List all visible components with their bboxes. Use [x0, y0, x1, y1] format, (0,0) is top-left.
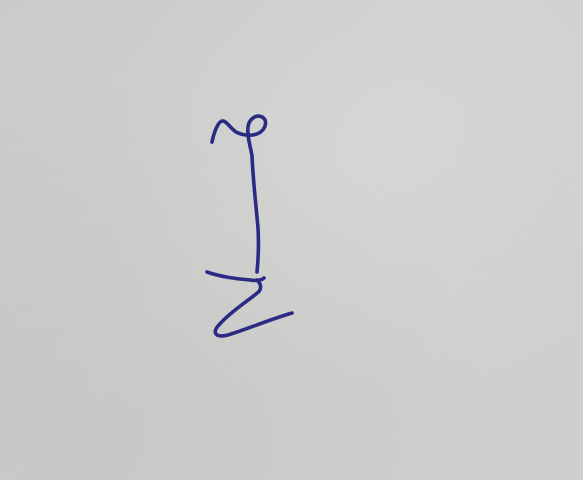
ink-stroke-top-loop	[212, 116, 266, 156]
ink-stroke-bottom-zigzag	[215, 280, 292, 336]
ink-stroke-stem	[252, 156, 258, 272]
